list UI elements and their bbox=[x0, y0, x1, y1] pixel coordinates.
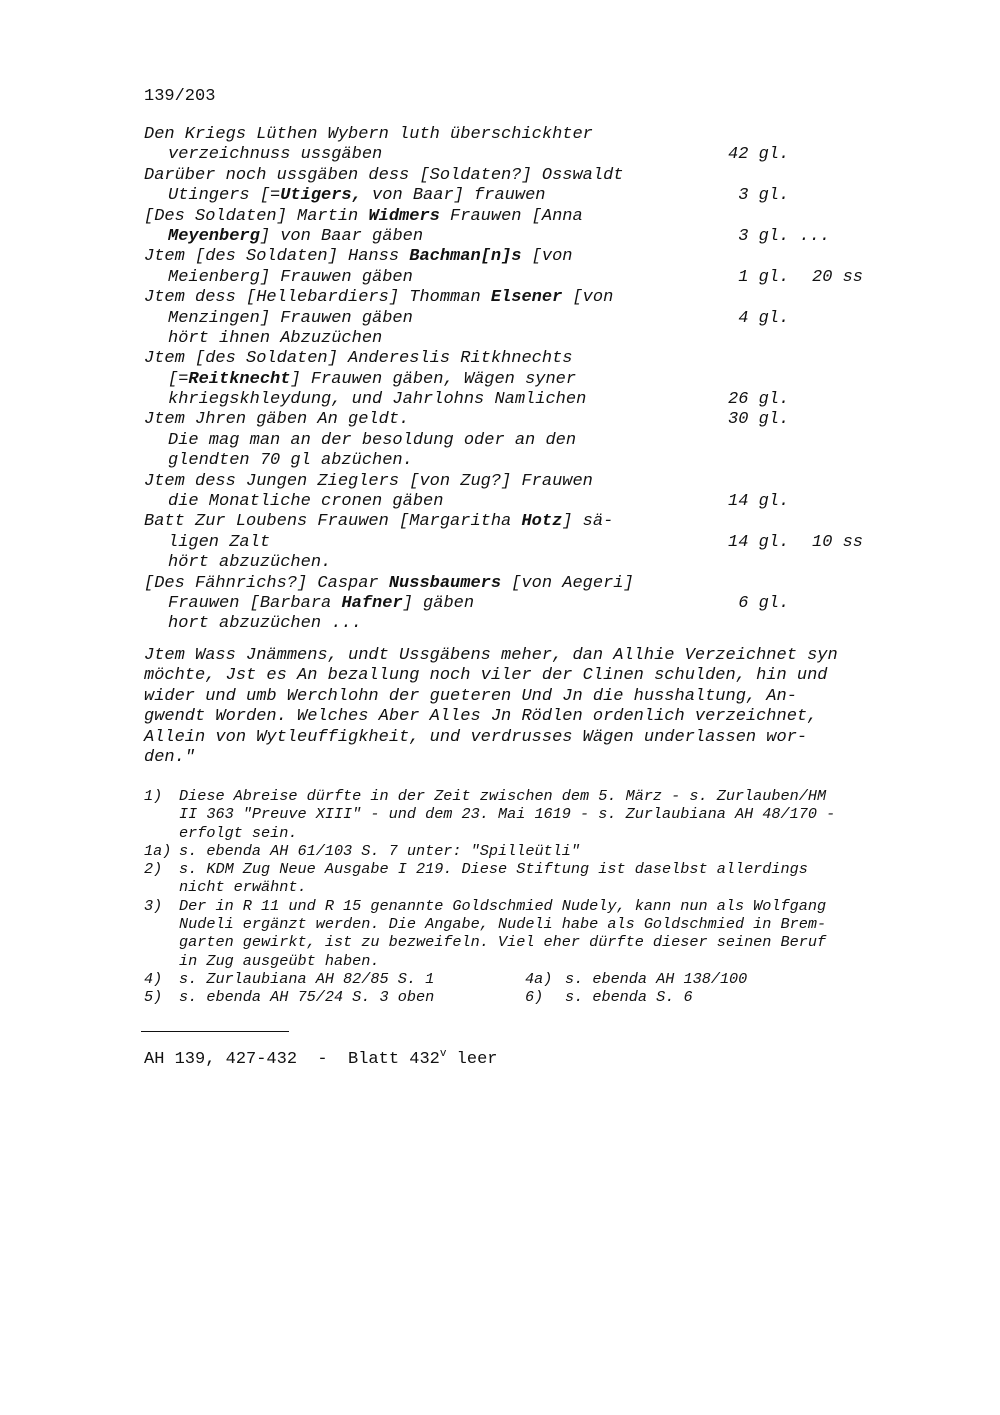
entry-text: hört abzuzüchen. bbox=[168, 553, 332, 573]
footnote-line: s. KDM Zug Neue Ausgabe I 219. Diese Stiftung ist daselbst allerdings bbox=[179, 860, 808, 879]
entry-amount: 3 gl. bbox=[728, 186, 790, 206]
entry-text: ] Frauwen gäben, Wägen syner bbox=[290, 369, 577, 389]
person-name: Hafner bbox=[341, 593, 403, 613]
footnote-line: Der in R 11 und R 15 genannte Goldschmied Nudely, kann nun als Wolfgang bbox=[179, 896, 827, 915]
ledger-entry bbox=[144, 472, 964, 513]
footnote-line: Diese Abreise dürfte in der Zeit zwischen dem 5. März - s. Zurlauben/HM bbox=[179, 787, 827, 805]
entry-text: verzeichnuss ussgäben bbox=[168, 145, 383, 165]
entry-line bbox=[144, 574, 964, 594]
entry-shillings: 20 ss bbox=[812, 267, 864, 287]
footnote-text bbox=[144, 787, 924, 842]
ledger-entry bbox=[144, 349, 964, 410]
footnote-number: 1a) bbox=[144, 841, 172, 860]
entry-line bbox=[144, 227, 964, 247]
person-name: Nussbaumers bbox=[388, 573, 502, 593]
entry-text: ligen Zalt bbox=[168, 532, 271, 552]
entry-line bbox=[144, 125, 964, 145]
footnote-line: nicht erwähnt. bbox=[179, 878, 307, 897]
ledger-entry bbox=[144, 247, 964, 288]
ledger-entries bbox=[144, 125, 964, 635]
entry-text: Jtem [des Soldaten] Hanss bbox=[144, 247, 410, 267]
entry-text: Frauwen [Barbara bbox=[168, 593, 342, 613]
entry-text: ] gäben bbox=[402, 593, 475, 613]
footnote-line: garten gewirkt, ist zu bezweifeln. Viel eher dürfte dieser seinen Beruf bbox=[179, 933, 827, 952]
entry-amount: 3 gl. ... bbox=[728, 226, 831, 246]
entry-line bbox=[144, 207, 964, 227]
paragraph-line: den." bbox=[144, 747, 196, 767]
entry-text: Darüber noch ussgäben dess [Soldaten?] Osswaldt bbox=[144, 165, 624, 185]
entry-text: die Monatliche cronen gäben bbox=[168, 492, 444, 512]
entry-line bbox=[144, 309, 964, 329]
paragraph-line: Jtem Wass Jnämmens, undt Ussgäbens meher, dan Allhie Verzeichnet syn bbox=[144, 646, 838, 665]
entry-line bbox=[144, 166, 964, 186]
ledger-entry bbox=[144, 574, 964, 635]
footer-suffix: leer bbox=[446, 1050, 498, 1069]
entry-text: von Baar] frauwen bbox=[361, 186, 546, 206]
entry-text: Frauwen [Anna bbox=[439, 206, 583, 226]
footnote-line: Nudeli ergänzt werden. Die Angabe, Nudeli habe als Goldschmied in Brem- bbox=[179, 915, 827, 934]
entry-line bbox=[144, 329, 964, 349]
entry-amount: 42 gl. bbox=[728, 145, 790, 165]
entry-line bbox=[144, 370, 964, 390]
entry-line bbox=[144, 145, 964, 165]
entry-text: Die mag man an der besoldung oder an den bbox=[168, 430, 577, 450]
footnote-number: 3) bbox=[144, 896, 163, 915]
person-name: Hotz bbox=[521, 512, 563, 532]
footnote-line: II 363 "Preuve XIII" - und dem 23. Mai 1619 - s. Zurlaubiana AH 48/170 - bbox=[179, 805, 836, 824]
entry-line bbox=[144, 451, 964, 471]
entry-shillings: 10 ss bbox=[812, 532, 864, 552]
entry-line bbox=[144, 492, 964, 512]
footnote-number: 1) bbox=[144, 787, 163, 805]
entry-text: Den Kriegs Lüthen Wybern luth überschickhter bbox=[144, 125, 593, 144]
entry-line bbox=[144, 472, 964, 492]
entry-amount: 4 gl. bbox=[728, 308, 790, 328]
entry-line bbox=[144, 614, 964, 634]
entry-text: Jtem [des Soldaten] Andereslis Ritkhnechts bbox=[144, 349, 573, 369]
paragraph-line: wider und umb Werchlohn der gueteren Und Jn die husshaltung, An- bbox=[144, 686, 797, 706]
entry-text: Utingers [= bbox=[168, 186, 281, 206]
footnote bbox=[144, 787, 924, 842]
entry-text: Jtem dess Jungen Zieglers [von Zug?] Frauwen bbox=[144, 471, 593, 491]
entry-text: [Des Fähnrichs?] Caspar bbox=[144, 573, 389, 593]
entry-text: ] von Baar gäben bbox=[259, 226, 424, 246]
entry-text: ] sä- bbox=[562, 512, 614, 532]
person-name: Meyenberg bbox=[168, 226, 260, 246]
person-name: Widmers bbox=[368, 206, 440, 226]
entry-text: Batt Zur Loubens Frauwen [Margaritha bbox=[144, 512, 522, 532]
entry-text: glendten 70 gl abzüchen. bbox=[168, 451, 413, 471]
entry-text: Jtem Jhren gäben An geldt. bbox=[144, 410, 410, 430]
entry-line bbox=[144, 186, 964, 206]
entry-text: [von bbox=[521, 247, 573, 267]
footnote-line: in Zug ausgeübt haben. bbox=[179, 951, 380, 970]
footer-rule bbox=[141, 1031, 289, 1032]
footnote-number: 2) bbox=[144, 860, 163, 879]
ledger-entry bbox=[144, 512, 964, 573]
ledger-entry bbox=[144, 166, 964, 207]
paragraph-line: möchte, Jst es An bezallung noch viler der Clinen schulden, hin und bbox=[144, 666, 828, 686]
footnote-text bbox=[144, 860, 924, 897]
footnote bbox=[144, 860, 924, 897]
footnote-number: 4) bbox=[144, 969, 163, 988]
footer-source: AH 139, 427-432 - Blatt 432 bbox=[144, 1050, 440, 1069]
footnote-text: s. ebenda S. 6 bbox=[565, 988, 693, 1007]
page-reference: 139/203 bbox=[144, 87, 216, 106]
entry-line bbox=[144, 247, 964, 267]
source-footer bbox=[144, 1048, 497, 1069]
footnote bbox=[144, 842, 924, 860]
entry-line bbox=[144, 410, 964, 430]
entry-line bbox=[144, 288, 964, 308]
footnote-text: s. ebenda AH 75/24 S. 3 oben bbox=[179, 988, 435, 1007]
person-name: Elsener bbox=[490, 288, 563, 308]
entry-text: Jtem dess [Hellebardiers] Thomman bbox=[144, 288, 491, 308]
footnote-text bbox=[144, 842, 924, 860]
footnote-text bbox=[144, 897, 924, 970]
ledger-entry bbox=[144, 410, 964, 471]
footnote-number: 6) bbox=[525, 988, 544, 1007]
footer-superscript: v bbox=[439, 1048, 447, 1060]
footnote bbox=[144, 897, 924, 970]
entry-text: hort abzuzüchen ... bbox=[168, 614, 362, 634]
entry-amount: 6 gl. bbox=[728, 593, 790, 613]
entry-line bbox=[144, 533, 964, 553]
paragraph-line: Allein von Wytleuffigkheit, und verdrusses Wägen underlassen wor- bbox=[144, 727, 808, 747]
footnote-row bbox=[144, 970, 924, 988]
entry-text: khriegskhleydung, und Jahrlohns Namlichen bbox=[168, 390, 587, 410]
entry-text: [von Aegeri] bbox=[501, 573, 634, 593]
entry-text: Meienberg] Frauwen gäben bbox=[168, 267, 413, 287]
footnote-text: s. ebenda AH 138/100 bbox=[565, 969, 748, 988]
entry-text: [Des Soldaten] Martin bbox=[144, 206, 369, 226]
entry-line bbox=[144, 553, 964, 573]
closing-paragraph bbox=[144, 646, 914, 768]
footnote-line: erfolgt sein. bbox=[179, 823, 298, 842]
footnotes bbox=[144, 787, 924, 1007]
entry-text: [= bbox=[168, 369, 189, 389]
ledger-entry bbox=[144, 125, 964, 166]
footnote-row bbox=[144, 988, 924, 1006]
entry-amount: 14 gl. bbox=[728, 492, 790, 512]
footnote-line: s. ebenda AH 61/103 S. 7 unter: "Spilleütli" bbox=[179, 841, 581, 860]
entry-text: hört ihnen Abzuzüchen bbox=[168, 328, 383, 348]
entry-amount: 14 gl. bbox=[728, 532, 790, 552]
entry-line bbox=[144, 431, 964, 451]
entry-text: [von bbox=[562, 288, 614, 308]
person-name: Reitknecht bbox=[188, 369, 291, 389]
entry-line bbox=[144, 268, 964, 288]
entry-line bbox=[144, 390, 964, 410]
paragraph-line: gwendt Worden. Welches Aber Alles Jn Rödlen ordenlich verzeichnet, bbox=[144, 707, 818, 727]
footnote-text: s. Zurlaubiana AH 82/85 S. 1 bbox=[179, 969, 435, 988]
ledger-entry bbox=[144, 288, 964, 349]
person-name: Bachman[n]s bbox=[409, 247, 522, 267]
entry-line bbox=[144, 349, 964, 369]
entry-amount: 26 gl. bbox=[728, 390, 790, 410]
footnote-number: 4a) bbox=[525, 969, 553, 988]
person-name: Utigers, bbox=[280, 186, 362, 206]
footnote-number: 5) bbox=[144, 988, 163, 1007]
entry-text: Menzingen] Frauwen gäben bbox=[168, 308, 413, 328]
entry-line bbox=[144, 512, 964, 532]
entry-line bbox=[144, 594, 964, 614]
entry-amount: 1 gl. bbox=[728, 267, 790, 287]
entry-amount: 30 gl. bbox=[728, 410, 790, 430]
ledger-entry bbox=[144, 207, 964, 248]
